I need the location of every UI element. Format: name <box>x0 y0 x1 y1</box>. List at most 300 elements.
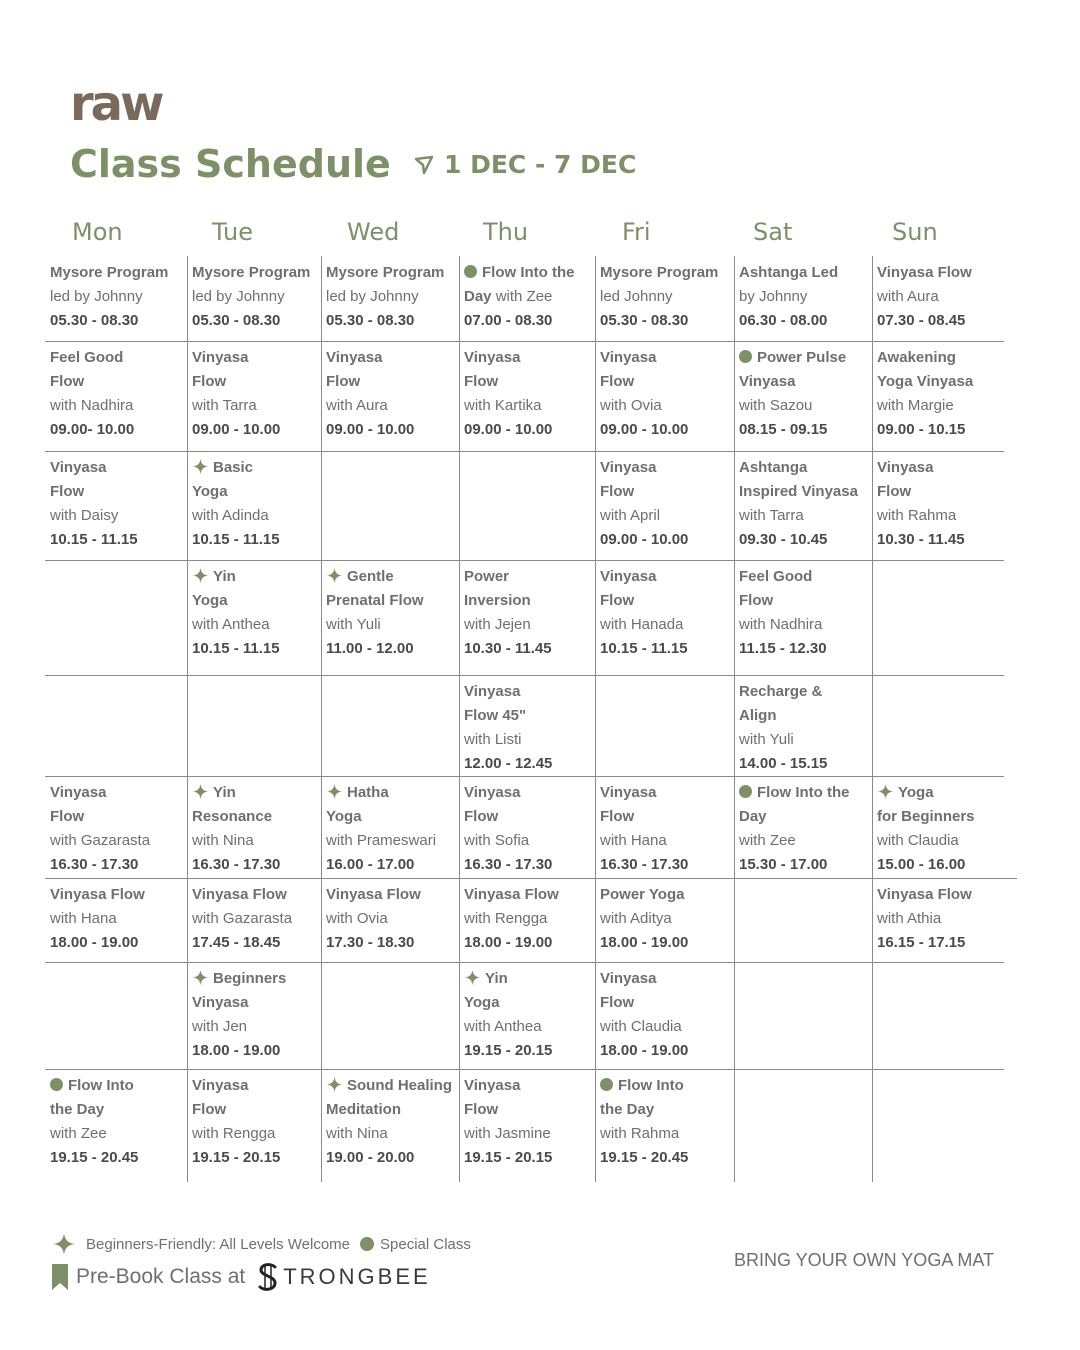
instructor <box>326 285 444 309</box>
class-name-text: Awakening <box>877 349 956 366</box>
prebook-label: Pre-Book Class at <box>76 1265 246 1288</box>
class-name <box>600 346 688 370</box>
class-cell-sun[interactable] <box>877 781 975 877</box>
strongbee-text: TRONGBEE <box>283 1264 431 1289</box>
instructor-text: with Margie <box>877 397 954 414</box>
class-cell-tue[interactable] <box>192 883 292 955</box>
class-name-text: Vinyasa <box>192 1077 249 1094</box>
class-name-text: Vinyasa <box>600 784 657 801</box>
class-name-text: Power Yoga <box>600 886 685 903</box>
class-time: 09.00 - 10.00 <box>600 531 689 548</box>
class-time: 09.00 - 10.00 <box>192 421 281 438</box>
instructor <box>739 504 858 528</box>
instructor <box>600 907 688 931</box>
class-cell-thu[interactable] <box>464 261 574 333</box>
class-cell-fri[interactable] <box>600 346 688 442</box>
instructor <box>50 829 150 853</box>
class-cell-mon[interactable] <box>50 346 134 442</box>
instructor <box>464 1015 552 1039</box>
special-dot-icon <box>50 1078 63 1091</box>
class-time: 05.30 - 08.30 <box>192 312 281 329</box>
class-name-text: Flow <box>600 483 635 500</box>
instructor <box>877 285 972 309</box>
class-name-text: Yoga <box>326 808 362 825</box>
class-name <box>50 346 134 370</box>
class-time: 19.00 - 20.00 <box>326 1149 415 1166</box>
class-name-text: Power Pulse <box>757 349 847 366</box>
instructor-text: with Rengga <box>192 1125 276 1142</box>
class-name-text: Flow <box>50 483 85 500</box>
class-name <box>192 781 280 805</box>
class-name-text: Gentle <box>347 568 394 585</box>
class-name-text: Yoga <box>192 592 228 609</box>
class-name <box>326 1098 452 1122</box>
class-cell-fri[interactable] <box>600 883 688 955</box>
instructor <box>600 394 688 418</box>
class-name <box>739 805 849 829</box>
class-name-text: Inversion <box>464 592 531 609</box>
class-cell-wed[interactable] <box>326 261 444 333</box>
instructor-text: with April <box>600 507 661 524</box>
legend-special-label: Special Class <box>380 1235 471 1253</box>
instructor-text: with Zee <box>50 1125 107 1142</box>
class-name <box>600 261 718 285</box>
send-arrow-icon <box>414 155 434 175</box>
instructor-text: with Aura <box>877 288 939 305</box>
instructor <box>192 613 280 637</box>
instructor-text: with Tarra <box>192 397 257 414</box>
class-time: 10.30 - 11.45 <box>877 531 965 548</box>
instructor <box>464 829 552 853</box>
instructor-text: with Rahma <box>600 1125 680 1142</box>
class-name <box>739 565 827 589</box>
class-name-text: Vinyasa Flow <box>464 886 559 903</box>
class-time: 05.30 - 08.30 <box>326 312 415 329</box>
instructor-text: with Nadhira <box>50 397 134 414</box>
row-divider <box>45 962 1004 963</box>
class-name-text: Yin <box>213 568 236 585</box>
class-cell-tue[interactable] <box>192 346 280 442</box>
column-divider <box>872 256 873 1182</box>
instructor-text: with Zee <box>491 288 553 305</box>
class-name <box>877 456 965 480</box>
class-cell-fri[interactable] <box>600 781 688 877</box>
instructor-text: with Nadhira <box>739 616 823 633</box>
class-name <box>877 781 975 805</box>
class-time: 12.00 - 12.45 <box>464 755 553 772</box>
class-cell-thu[interactable] <box>464 883 559 955</box>
class-name <box>464 346 552 370</box>
class-cell-sat[interactable] <box>739 261 838 333</box>
row-divider <box>45 560 1004 561</box>
class-name-text: Day <box>739 808 767 825</box>
class-name <box>192 346 280 370</box>
class-cell-mon[interactable] <box>50 781 150 877</box>
class-time: 17.45 - 18.45 <box>192 934 281 951</box>
class-name-text: Yin <box>485 970 508 987</box>
class-time: 16.30 - 17.30 <box>192 856 281 873</box>
class-time: 19.15 - 20.15 <box>192 1149 281 1166</box>
class-time: 16.30 - 17.30 <box>600 856 689 873</box>
class-name-text: Flow <box>877 483 912 500</box>
class-name <box>50 805 150 829</box>
class-name <box>877 480 965 504</box>
class-name-text: Vinyasa Flow <box>326 886 421 903</box>
class-cell-fri[interactable] <box>600 967 688 1063</box>
class-cell-wed[interactable] <box>326 883 421 955</box>
class-time: 07.30 - 08.45 <box>877 312 966 329</box>
legend <box>52 1232 471 1256</box>
instructor <box>464 613 552 637</box>
class-time: 10.15 - 11.15 <box>192 640 280 657</box>
class-cell-wed[interactable] <box>326 346 414 442</box>
sparkle-icon <box>52 1232 76 1256</box>
class-name <box>464 991 552 1015</box>
instructor-text: with Athia <box>877 910 942 927</box>
sparkle-icon <box>192 969 209 986</box>
class-name-text: Ashtanga Led <box>739 264 839 281</box>
special-dot-icon <box>600 1078 613 1091</box>
column-divider <box>595 256 596 1182</box>
class-cell-fri[interactable] <box>600 565 688 661</box>
class-name <box>877 346 973 370</box>
strongbee-s-icon <box>255 1262 281 1292</box>
class-name <box>192 883 292 907</box>
instructor <box>326 907 421 931</box>
class-name <box>192 565 280 589</box>
class-name-text: Yoga <box>898 784 934 801</box>
class-cell-mon[interactable] <box>50 883 145 955</box>
class-name-text: Align <box>739 707 777 724</box>
class-time: 09.00- 10.00 <box>50 421 135 438</box>
date-range <box>414 150 636 179</box>
class-name <box>50 781 150 805</box>
class-name-text: Flow <box>464 808 499 825</box>
class-name <box>877 261 972 285</box>
class-name <box>192 370 280 394</box>
class-name-text: Flow <box>600 994 635 1011</box>
class-time: 18.00 - 19.00 <box>192 1042 281 1059</box>
class-cell-tue[interactable] <box>192 565 280 661</box>
class-time: 18.00 - 19.00 <box>600 934 689 951</box>
class-cell-sat[interactable] <box>739 565 827 661</box>
class-cell-fri[interactable] <box>600 261 718 333</box>
class-name <box>464 805 552 829</box>
class-cell-sun[interactable] <box>877 346 973 442</box>
instructor <box>739 613 827 637</box>
sparkle-icon <box>192 458 209 475</box>
class-name <box>464 883 559 907</box>
class-cell-tue[interactable] <box>192 781 280 877</box>
class-name-text: Mysore Program <box>326 264 445 281</box>
class-name <box>192 967 286 991</box>
class-time: 06.30 - 08.00 <box>739 312 828 329</box>
class-name-text: Vinyasa <box>600 568 657 585</box>
class-cell-thu[interactable] <box>464 680 552 776</box>
class-cell-sat[interactable] <box>739 781 849 877</box>
instructor-text: with Rahma <box>877 507 957 524</box>
column-divider <box>187 256 188 1182</box>
class-time: 17.30 - 18.30 <box>326 934 415 951</box>
instructor-text: with Hana <box>50 910 117 927</box>
class-cell-thu[interactable] <box>464 1074 552 1170</box>
instructor-text: by Johnny <box>739 288 808 305</box>
class-name <box>326 1074 452 1098</box>
instructor-text: with Ovia <box>600 397 662 414</box>
class-name-text: Feel Good <box>50 349 124 366</box>
class-cell-sun[interactable] <box>877 261 972 333</box>
class-cell-thu[interactable] <box>464 565 552 661</box>
class-time: 10.15 - 11.15 <box>600 640 688 657</box>
class-time: 18.00 - 19.00 <box>50 934 139 951</box>
class-name <box>326 346 414 370</box>
class-name-text: Vinyasa Flow <box>50 886 145 903</box>
class-cell-wed[interactable] <box>326 565 424 661</box>
sparkle-icon <box>326 567 343 584</box>
class-cell-thu[interactable] <box>464 781 552 877</box>
class-cell-sun[interactable] <box>877 456 965 552</box>
class-name <box>192 456 280 480</box>
sparkle-icon <box>192 567 209 584</box>
class-name <box>192 1074 280 1098</box>
class-name-text: Flow Into <box>618 1077 684 1094</box>
class-name <box>877 805 975 829</box>
class-name-text: Prenatal Flow <box>326 592 424 609</box>
class-name-text: Flow <box>600 373 635 390</box>
class-time: 16.00 - 17.00 <box>326 856 415 873</box>
instructor-text: with Ovia <box>326 910 388 927</box>
class-name-text: Basic <box>213 459 254 476</box>
row-divider <box>45 878 1017 879</box>
class-cell-thu[interactable] <box>464 967 552 1063</box>
class-name <box>600 883 688 907</box>
instructor-text: with Rengga <box>464 910 548 927</box>
class-name-text: Flow <box>192 373 227 390</box>
class-name-text: Mysore Program <box>600 264 719 281</box>
class-name <box>50 480 138 504</box>
special-dot-icon <box>360 1237 374 1251</box>
class-name <box>192 805 280 829</box>
instructor <box>192 907 292 931</box>
date-range-text: 1 DEC - 7 DEC <box>444 150 637 179</box>
instructor <box>50 285 168 309</box>
class-name <box>326 805 436 829</box>
class-cell-wed[interactable] <box>326 781 436 877</box>
sparkle-icon <box>326 783 343 800</box>
class-time: 19.15 - 20.45 <box>50 1149 139 1166</box>
class-name-text: Vinyasa <box>192 994 249 1011</box>
class-time: 16.30 - 17.30 <box>464 856 553 873</box>
class-name-text: Vinyasa Flow <box>877 886 972 903</box>
class-name <box>600 781 688 805</box>
class-name-text: the Day <box>600 1101 655 1118</box>
instructor <box>464 1122 552 1146</box>
class-time: 08.15 - 09.15 <box>739 421 828 438</box>
class-name-text: Flow <box>600 592 635 609</box>
class-time: 19.15 - 20.15 <box>464 1149 553 1166</box>
instructor <box>192 504 280 528</box>
instructor-text: with Jejen <box>464 616 531 633</box>
class-name-text: Resonance <box>192 808 273 825</box>
sparkle-icon <box>877 783 894 800</box>
yoga-mat-note: BRING YOUR OWN YOGA MAT <box>733 1250 994 1270</box>
class-name <box>464 1098 552 1122</box>
class-name <box>464 1074 552 1098</box>
class-time: 10.15 - 11.15 <box>50 531 138 548</box>
class-name-text: Vinyasa <box>464 784 521 801</box>
column-divider <box>734 256 735 1182</box>
instructor-text: with Tarra <box>739 507 804 524</box>
instructor <box>192 285 310 309</box>
instructor-text: with Yuli <box>326 616 381 633</box>
class-name-text: Mysore Program <box>50 264 169 281</box>
instructor <box>739 728 827 752</box>
day-header-sun: Sun <box>892 218 938 246</box>
class-cell-thu[interactable] <box>464 346 552 442</box>
class-cell-mon[interactable] <box>50 1074 138 1170</box>
bookmark-icon <box>52 1264 68 1290</box>
instructor-text: with Claudia <box>877 832 959 849</box>
instructor <box>464 394 552 418</box>
class-time: 19.15 - 20.45 <box>600 1149 689 1166</box>
instructor <box>739 394 846 418</box>
instructor <box>600 504 688 528</box>
page-title: Class Schedule <box>70 142 391 186</box>
class-time: 09.30 - 10.45 <box>739 531 828 548</box>
class-name-text: Vinyasa Flow <box>192 886 287 903</box>
class-name <box>326 565 424 589</box>
instructor <box>877 907 972 931</box>
class-name-text: Yoga Vinyasa <box>877 373 974 390</box>
class-time: 09.00 - 10.15 <box>877 421 966 438</box>
class-name-text: Hatha <box>347 784 389 801</box>
special-dot-icon <box>464 265 477 278</box>
sparkle-icon <box>192 783 209 800</box>
class-name-text: Flow 45" <box>464 707 527 724</box>
class-name <box>326 883 421 907</box>
class-time: 14.00 - 15.15 <box>739 755 828 772</box>
class-cell-tue[interactable] <box>192 261 310 333</box>
class-name-text: Beginners <box>213 970 287 987</box>
class-name-text: Vinyasa <box>600 459 657 476</box>
class-cell-fri[interactable] <box>600 456 688 552</box>
instructor <box>600 613 688 637</box>
class-cell-tue[interactable] <box>192 456 280 552</box>
instructor-text: with Sazou <box>739 397 813 414</box>
class-name <box>739 781 849 805</box>
class-name-text: Vinyasa <box>464 683 521 700</box>
instructor-text: with Hana <box>600 832 667 849</box>
class-time: 11.00 - 12.00 <box>326 640 414 657</box>
instructor <box>326 1122 452 1146</box>
class-name <box>192 480 280 504</box>
class-name-text: Flow <box>50 373 85 390</box>
class-time: 10.15 - 11.15 <box>192 531 280 548</box>
class-time: 16.30 - 17.30 <box>50 856 139 873</box>
class-name-text: Mysore Program <box>192 264 311 281</box>
class-name <box>50 370 134 394</box>
class-name-text: Flow Into the <box>757 784 850 801</box>
instructor-text: led by Johnny <box>192 288 285 305</box>
class-name-text: Flow <box>50 808 85 825</box>
class-name-text: Vinyasa <box>50 784 107 801</box>
class-cell-tue[interactable] <box>192 1074 280 1170</box>
instructor-text: with Claudia <box>600 1018 682 1035</box>
class-name <box>600 805 688 829</box>
class-name <box>600 967 688 991</box>
instructor-text: with Gazarasta <box>192 910 293 927</box>
class-name <box>877 370 973 394</box>
class-cell-sat[interactable] <box>739 456 858 552</box>
row-divider <box>45 675 1004 676</box>
class-name <box>739 456 858 480</box>
class-name-text: Ashtanga <box>739 459 808 476</box>
instructor <box>464 907 559 931</box>
class-name-text: Yin <box>213 784 236 801</box>
class-name <box>326 781 436 805</box>
instructor <box>464 285 574 309</box>
column-divider <box>459 256 460 1182</box>
class-name <box>326 589 424 613</box>
class-cell-fri[interactable] <box>600 1074 688 1170</box>
instructor <box>50 907 145 931</box>
class-cell-sun[interactable] <box>877 883 972 955</box>
legend-beginner-label: Beginners-Friendly: All Levels Welcome <box>86 1235 351 1253</box>
day-header-fri: Fri <box>622 218 651 246</box>
class-name-text: Vinyasa <box>50 459 107 476</box>
instructor-text: led Johnny <box>600 288 673 305</box>
day-header-thu: Thu <box>483 218 529 246</box>
class-cell-sat[interactable] <box>739 680 827 776</box>
class-time: 15.00 - 16.00 <box>877 856 966 873</box>
day-header-tue: Tue <box>212 218 253 246</box>
class-name-text: Flow <box>464 373 499 390</box>
class-name <box>600 589 688 613</box>
class-name <box>600 480 688 504</box>
class-cell-wed[interactable] <box>326 1074 452 1170</box>
class-time: 09.00 - 10.00 <box>326 421 415 438</box>
sparkle-icon <box>326 1076 343 1093</box>
class-cell-mon[interactable] <box>50 456 138 552</box>
instructor-text: with Hanada <box>600 616 684 633</box>
class-name <box>464 565 552 589</box>
class-time: 11.15 - 12.30 <box>739 640 827 657</box>
class-cell-sat[interactable] <box>739 346 846 442</box>
class-cell-mon[interactable] <box>50 261 168 333</box>
strongbee-logo[interactable] <box>255 1262 430 1292</box>
class-cell-tue[interactable] <box>192 967 286 1063</box>
class-time: 05.30 - 08.30 <box>50 312 139 329</box>
class-name-text: Vinyasa <box>600 349 657 366</box>
instructor-text: with Jasmine <box>464 1125 551 1142</box>
class-name-text: Flow <box>739 592 774 609</box>
class-name-text: Vinyasa <box>739 373 796 390</box>
instructor-text: with Aditya <box>600 910 672 927</box>
instructor <box>326 613 424 637</box>
class-name-text: Flow <box>326 373 361 390</box>
class-name <box>739 370 846 394</box>
day-header-row <box>0 218 1080 258</box>
class-name <box>464 704 552 728</box>
row-divider <box>45 451 1004 452</box>
class-name-text: Power <box>464 568 510 585</box>
class-name <box>192 1098 280 1122</box>
class-name-continued: Day <box>464 288 492 305</box>
instructor <box>192 1015 286 1039</box>
instructor-text: led by Johnny <box>326 288 419 305</box>
class-name-text: Vinyasa <box>877 459 934 476</box>
class-name-text: Inspired Vinyasa <box>739 483 858 500</box>
